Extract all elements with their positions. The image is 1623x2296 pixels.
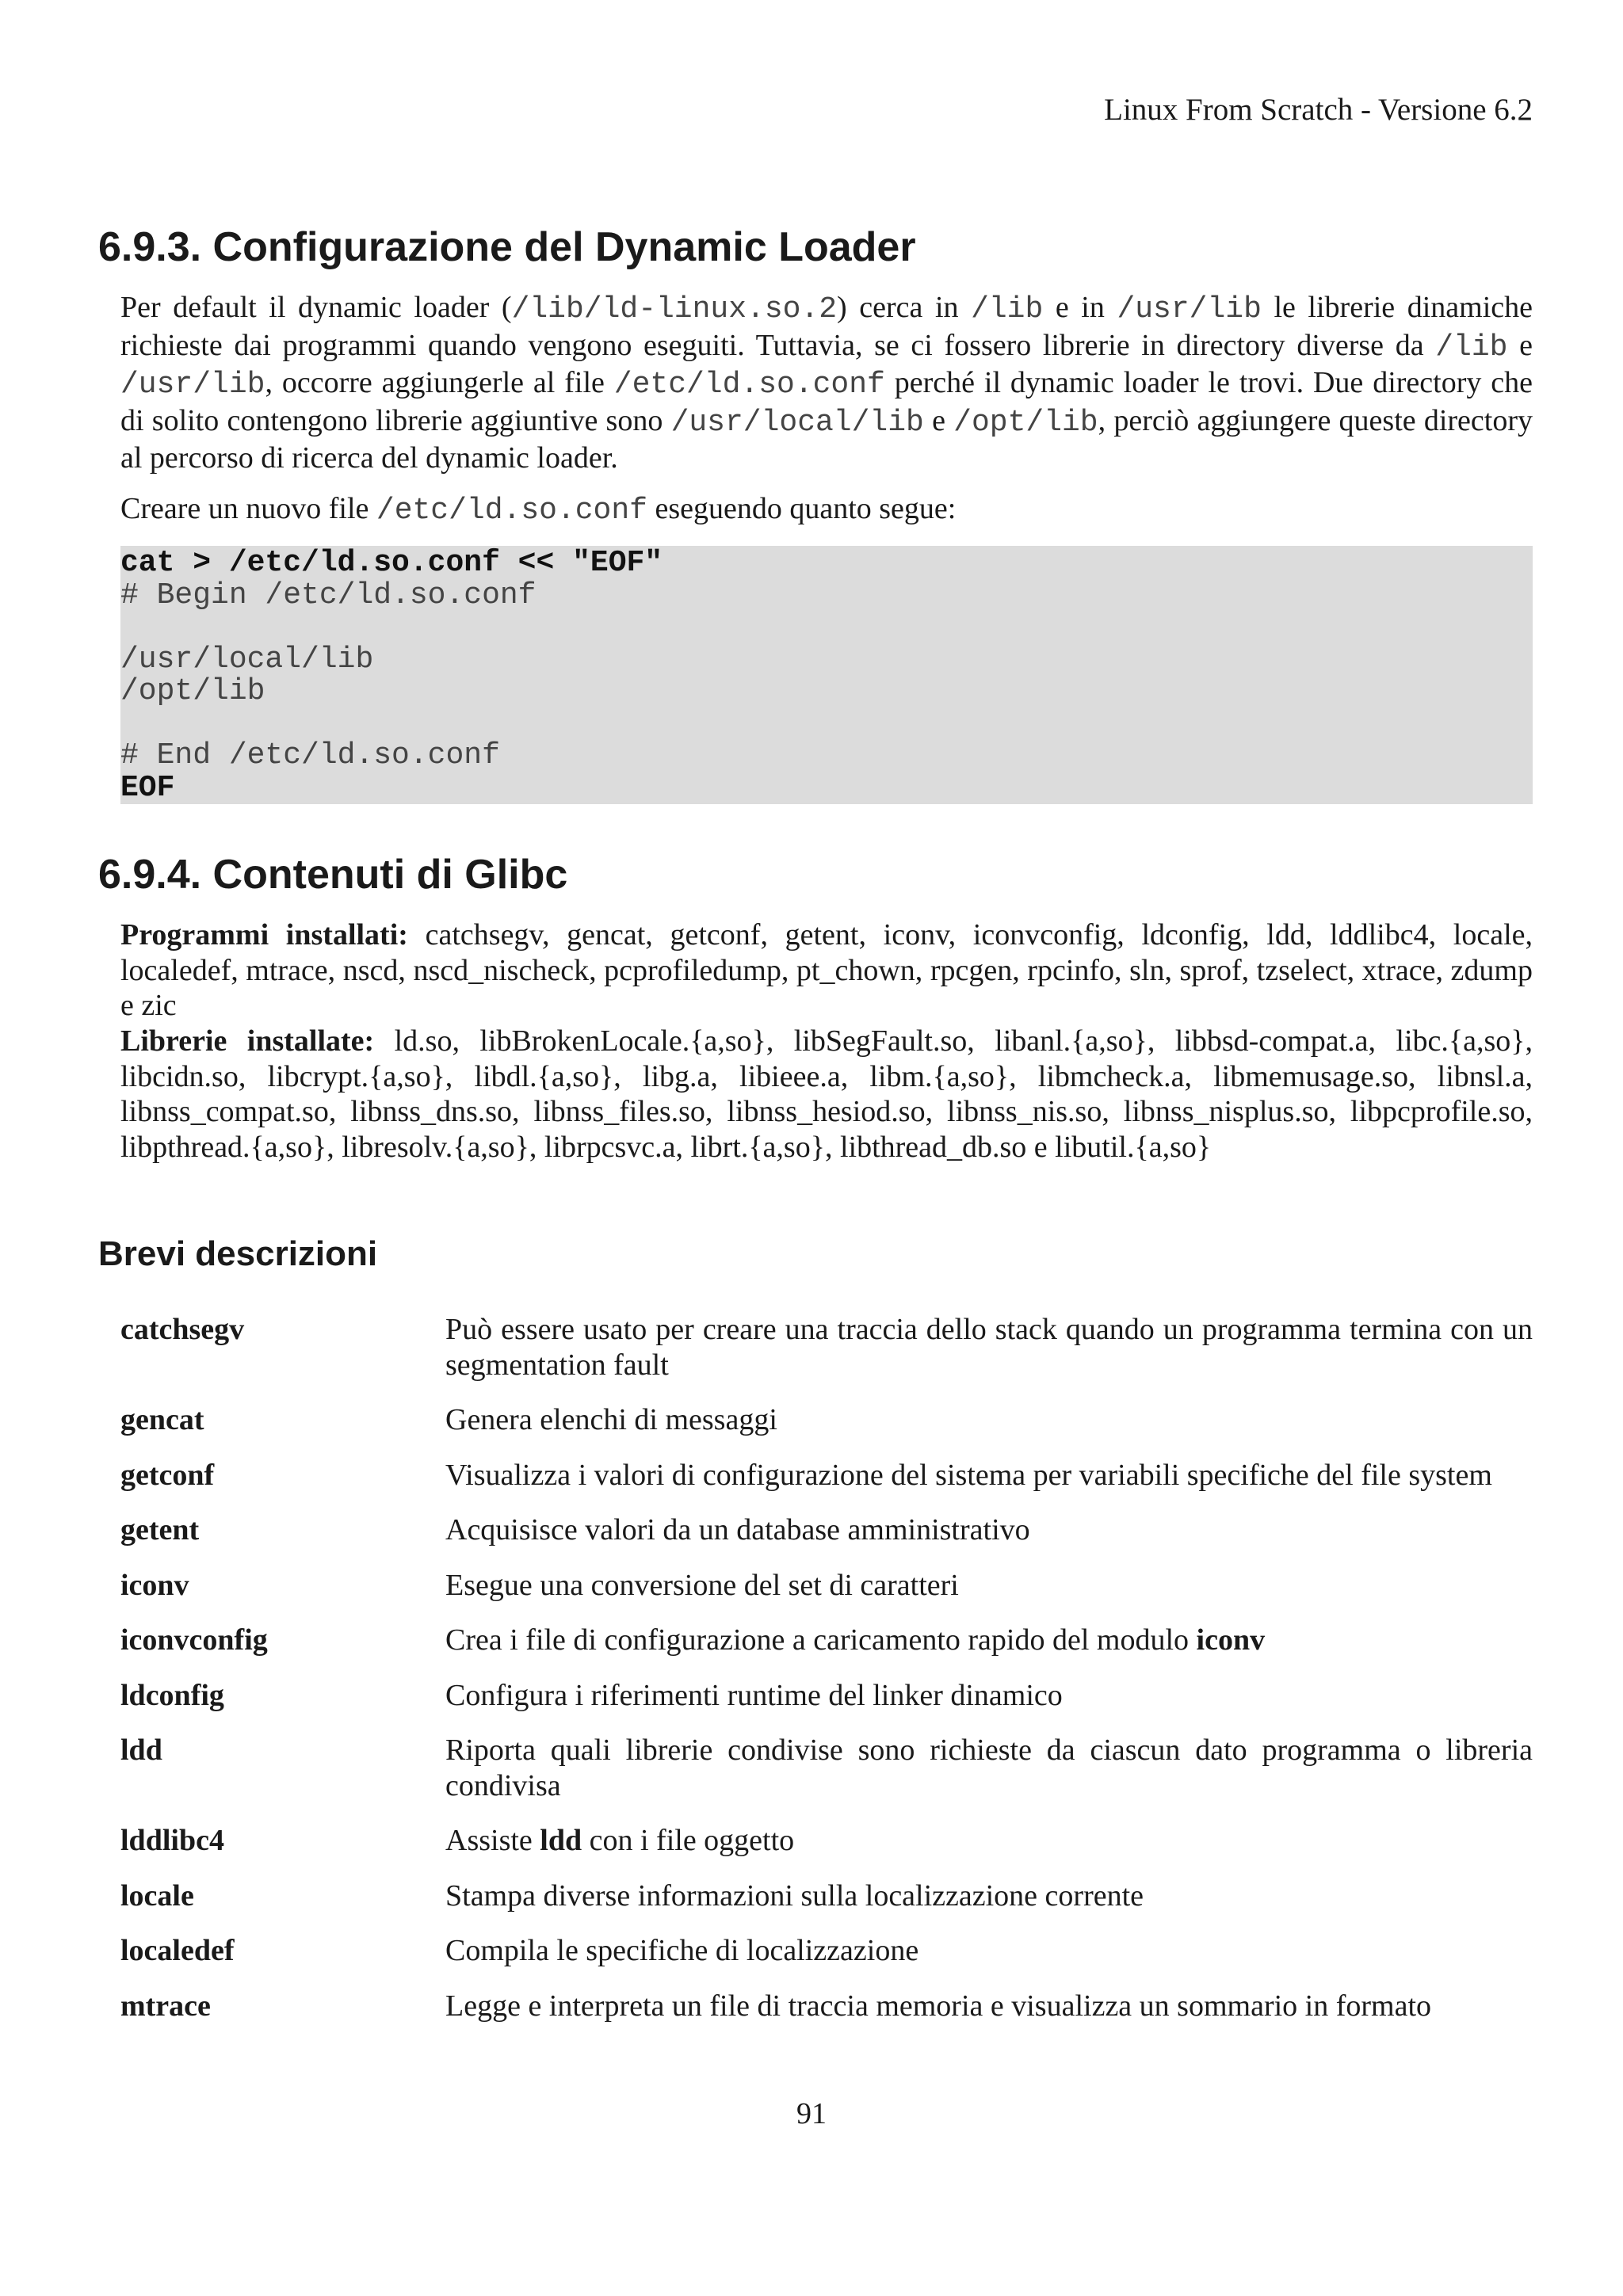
description-row bbox=[120, 1733, 1533, 1803]
installed-programs-label: Programmi installati: bbox=[120, 918, 408, 952]
description-text: Legge e interpreta un file di traccia memoria e visualizza un sommario in formato bbox=[445, 1989, 1431, 2023]
description-row bbox=[120, 1989, 1533, 2024]
description-term: lddlibc4 bbox=[120, 1824, 224, 1857]
code-line: /opt/lib bbox=[120, 674, 265, 708]
inline-command: ldd bbox=[540, 1824, 582, 1857]
description-text: Crea i file di configurazione a caricamento rapido del modulo iconv bbox=[445, 1623, 1266, 1657]
inline-command: iconv bbox=[1196, 1623, 1266, 1657]
code-eof-line: EOF bbox=[120, 770, 175, 805]
installed-programs-list: catchsegv, gencat, getconf, getent, iconv, iconvconfig, ldconfig, ldd, lddlibc4, locale, localedef, mtrace, nscd, nscd_nischeck, pcprofiledump, pt_chown, rpcgen, rpcinfo, sln, sprof, tzselect, xtrace, zdump e zic bbox=[120, 918, 1533, 1022]
description-term: locale bbox=[120, 1878, 194, 1913]
description-text: Compila le specifiche di localizzazione bbox=[445, 1934, 919, 1967]
installed-libraries-label: Librerie installate: bbox=[120, 1024, 375, 1058]
paragraph-create-file: Creare un nuovo file /etc/ld.so.conf eseguendo quanto segue: bbox=[120, 492, 957, 528]
description-term: iconvconfig bbox=[120, 1623, 268, 1657]
code-line: # Begin /etc/ld.so.conf bbox=[120, 578, 537, 612]
code-line: /usr/local/lib bbox=[120, 642, 374, 677]
path-usr-lib: /usr/lib bbox=[1117, 292, 1262, 326]
description-text: Visualizza i valori di configurazione del sistema per variabili specifiche del file system bbox=[445, 1458, 1492, 1492]
descriptions-list bbox=[120, 1312, 1533, 2043]
path-lib: /lib bbox=[971, 292, 1044, 326]
description-term: gencat bbox=[120, 1403, 204, 1436]
code-command-line: cat > /etc/ld.so.conf << "EOF" bbox=[120, 546, 663, 580]
description-text: Esegue una conversione del set di caratteri bbox=[445, 1568, 959, 1602]
description-text: Può essere usato per creare una traccia dello stack quando un programma termina con un segmentation fault bbox=[445, 1313, 1533, 1382]
code-block bbox=[120, 546, 1533, 804]
description-term: getconf bbox=[120, 1458, 215, 1492]
path-ld-so-conf: /etc/ld.so.conf bbox=[376, 494, 647, 528]
description-row bbox=[120, 1878, 1533, 1914]
installed-libraries-list: ld.so, libBrokenLocale.{a,so}, libSegFault.so, libanl.{a,so}, libbsd-compat.a, libc.{a,so}, libcidn.so, libcrypt.{a,so}, libdl.{a,so}, libg.a, libieee.a, libm.{a,so}, libmcheck.a, libmemusage.so, libnsl.a, libnss_compat.so, libnss_dns.so, libnss_files.so, libnss_hesiod.so, libnss_nis.so, libnss_nisplus.so, libpcprofile.so, libpthread.{a,so}, libresolv.{a,so}, librpcsvc.a, librt.{a,so}, libthread_db.so e libutil.{a,so} bbox=[120, 1024, 1533, 1164]
description-row bbox=[120, 1512, 1533, 1548]
section-title-glibc-contents: 6.9.4. Contenuti di Glibc bbox=[98, 852, 568, 898]
description-term: ldconfig bbox=[120, 1678, 224, 1712]
description-text: Configura i riferimenti runtime del linker dinamico bbox=[445, 1678, 1063, 1712]
path-lib: /lib bbox=[1435, 330, 1508, 364]
description-term: catchsegv bbox=[120, 1313, 245, 1346]
description-row bbox=[120, 1568, 1533, 1604]
path-opt-lib: /opt/lib bbox=[953, 405, 1098, 440]
description-term: localedef bbox=[120, 1934, 235, 1967]
description-row bbox=[120, 1402, 1533, 1438]
description-row bbox=[120, 1933, 1533, 1969]
description-text: Assiste ldd con i file oggetto bbox=[445, 1824, 795, 1857]
path-usr-local-lib: /usr/local/lib bbox=[670, 405, 924, 440]
page-number: 91 bbox=[796, 2097, 827, 2130]
code-line: # End /etc/ld.so.conf bbox=[120, 738, 500, 772]
description-term: getent bbox=[120, 1513, 200, 1547]
description-term: ldd bbox=[120, 1733, 162, 1767]
description-term: iconv bbox=[120, 1568, 189, 1602]
path-ld-linux: /lib/ld-linux.so.2 bbox=[511, 292, 838, 326]
description-text: Genera elenchi di messaggi bbox=[445, 1403, 777, 1436]
description-row bbox=[120, 1458, 1533, 1493]
description-text: Stampa diverse informazioni sulla localizzazione corrente bbox=[445, 1878, 1144, 1913]
section-title-dynamic-loader: 6.9.3. Configurazione del Dynamic Loader bbox=[98, 224, 916, 270]
paragraph-dynamic-loader: Per default il dynamic loader (/lib/ld-linux.so.2) cerca in /lib e in /usr/lib le librerie dinamiche richieste dai programmi quando vengono eseguiti. Tuttavia, se ci fossero librerie in directory diverse da /lib e /usr/lib, occorre aggiungerle al file /etc/ld.so.conf perché il dynamic loader le trovi. Due directory che di solito contengono librerie aggiuntive sono /usr/local/lib e /opt/lib, perciò aggiungere queste directory al percorso di ricerca del dynamic loader. bbox=[120, 291, 1533, 475]
installed-libraries bbox=[120, 1024, 1533, 1165]
description-term: mtrace bbox=[120, 1989, 211, 2023]
description-row bbox=[120, 1623, 1533, 1658]
description-text: Acquisisce valori da un database amministrativo bbox=[445, 1513, 1030, 1547]
description-text: Riporta quali librerie condivise sono richieste da ciascun dato programma o libreria condivisa bbox=[445, 1733, 1533, 1802]
short-descriptions-title: Brevi descrizioni bbox=[98, 1234, 378, 1273]
description-row bbox=[120, 1678, 1533, 1714]
installed-programs bbox=[120, 917, 1533, 1024]
running-header: Linux From Scratch - Versione 6.2 bbox=[1104, 93, 1533, 127]
description-row bbox=[120, 1823, 1533, 1859]
path-ld-so-conf: /etc/ld.so.conf bbox=[613, 368, 885, 402]
path-usr-lib: /usr/lib bbox=[120, 368, 265, 402]
description-row bbox=[120, 1312, 1533, 1383]
